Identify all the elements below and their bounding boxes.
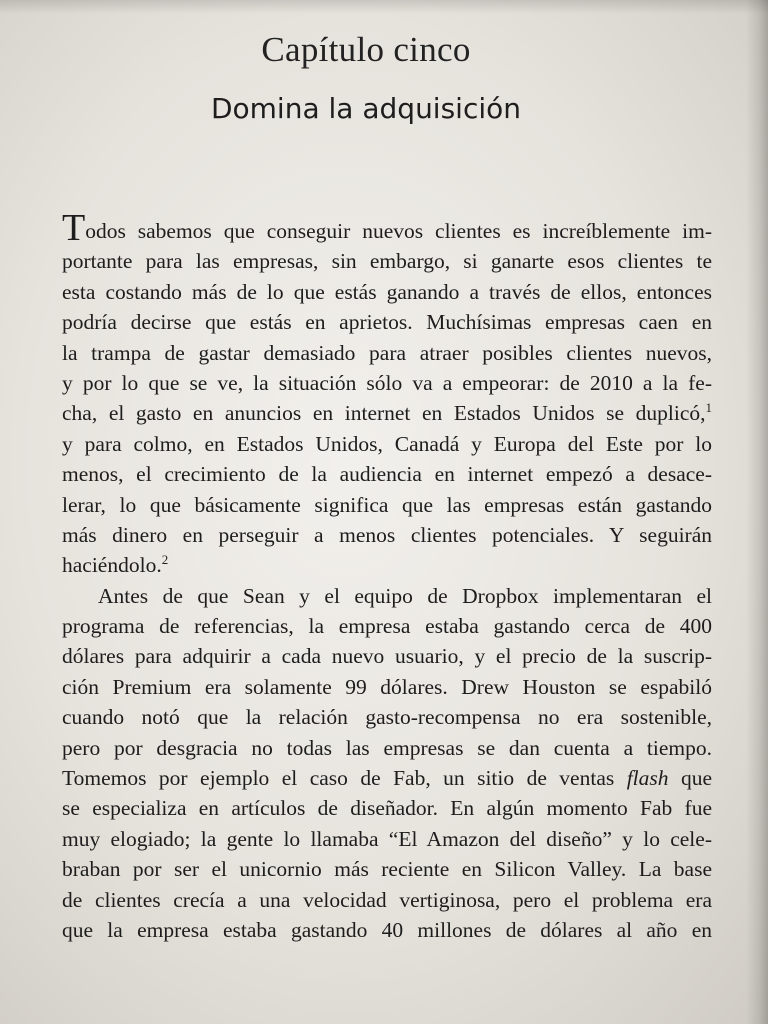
footnote-marker: 1	[705, 400, 712, 416]
text-line: Tomemos por ejemplo el caso de Fab, un sitio de ventas flash que	[62, 766, 713, 791]
text-line: menos, el crecimiento de la audiencia en internet empezó a desace-	[62, 462, 712, 487]
page-shadow-right	[746, 0, 768, 1024]
text-line: cha, el gasto en anuncios en internet en Estados Unidos se duplicó,$^1$	[62, 400, 712, 426]
page-shadow-top	[0, 0, 768, 14]
text-line: braban por ser el unicornio más reciente en Silicon Valley. La base	[62, 857, 712, 882]
text-line: ción Premium era solamente 99 dólares. Drew Houston se espabiló	[62, 674, 712, 699]
text-line: Todos sabemos que conseguir nuevos clientes es increíblemente im-	[62, 207, 712, 249]
text-line: que la empresa estaba gastando 40 millones de dólares al año en	[62, 917, 712, 942]
chapter-label: Capítulo cinco	[261, 30, 471, 69]
text-line: más dinero en perseguir a menos clientes potenciales. Y seguirán	[62, 522, 712, 547]
text-line: haciéndolo.$^2$	[62, 552, 169, 578]
italic-word: flash	[626, 766, 669, 791]
paragraph-1	[62, 207, 712, 581]
paragraph-2	[62, 581, 712, 946]
body-text	[62, 207, 713, 945]
text-line: y por lo que se ve, la situación sólo va a empeorar: de 2010 a la fe-	[62, 370, 712, 395]
text-line: muy elogiado; la gente lo llamaba “El Amazon del diseño” y lo cele-	[62, 826, 712, 851]
text-line: pero por desgracia no todas las empresas se dan cuenta a tiempo.	[62, 735, 712, 760]
chapter-title: Domina la adquisición	[210, 92, 522, 125]
text-line: esta costando más de lo que estás ganando a través de ellos, entonces	[62, 279, 712, 304]
footnote-marker: 2	[161, 552, 169, 568]
text-line: la trampa de gastar demasiado para atraer posibles clientes nuevos,	[62, 340, 712, 365]
text-line: y para colmo, en Estados Unidos, Canadá y Europa del Este por lo	[62, 431, 712, 456]
text-line: de clientes crecía a una velocidad vertiginosa, pero el problema era	[62, 887, 712, 912]
text-line: cuando notó que la relación gasto-recompensa no era sostenible,	[62, 705, 712, 730]
text-line: dólares para adquirir a cada nuevo usuario, y el precio de la suscrip-	[62, 644, 712, 669]
text-line: portante para las empresas, sin embargo, si ganarte esos clientes te	[62, 249, 712, 274]
text-line: programa de referencias, la empresa estaba gastando cerca de 400	[62, 614, 712, 639]
text-line: se especializa en artículos de diseñador. En algún momento Fab fue	[62, 796, 712, 821]
text-line: lerar, lo que básicamente significa que las empresas están gastando	[62, 492, 712, 517]
text-line: Antes de que Sean y el equipo de Dropbox implementaran el	[98, 583, 712, 608]
drop-cap: T	[62, 207, 86, 249]
text-line: podría decirse que estás en aprietos. Muchísimas empresas caen en	[62, 310, 712, 335]
